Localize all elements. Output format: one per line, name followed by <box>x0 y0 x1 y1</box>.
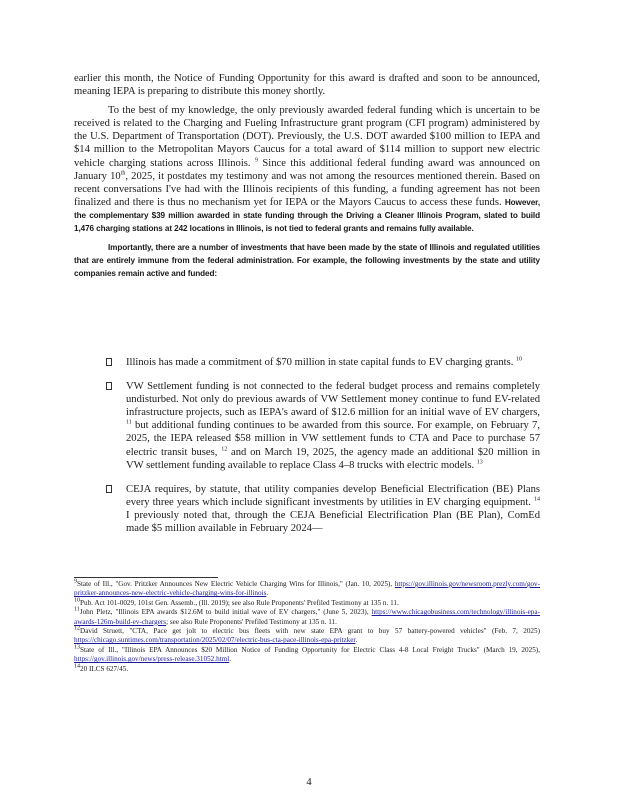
ordinal-suffix: th <box>120 170 126 177</box>
bullet-text-b: I previously noted that, through the CEJA Beneficial Electrification Plan (BE Plan), ComEd made $5 million available in February 2024— <box>126 509 540 535</box>
paragraph-2 <box>74 104 540 235</box>
bullet-icon <box>106 382 112 390</box>
paragraph-1: earlier this month, the Notice of Funding Opportunity for this award is drafted and soon to be announced, meaning IEPA is preparing to distribute this money shortly. <box>74 73 540 98</box>
footnote-link[interactable]: https://chicago.suntimes.com/transportation/2025/02/07/electric-bus-cta-pace-illinois-epa-pritzker <box>74 636 356 645</box>
bullet-text: Illinois has made a commitment of $70 million in state capital funds to EV charging grants. <box>126 357 514 368</box>
bullet-text-c: and on March 19, 2025, the agency made an additional $20 million in VW settlement funding available to replace Class 4–8 trucks with electric models. <box>126 446 540 471</box>
footnote <box>74 580 540 599</box>
footnote-ref: 14 <box>534 496 540 503</box>
bullet-text-b: but additional funding continues to be awarded from this source. For example, on February 7, 2025, the IEPA released $58 million in VW settlement funds to CTA and Pace to purchase 57 electric transit buses, <box>126 420 540 458</box>
paragraph-2-part-d: However, the complementary $39 million awarded in state funding through the Driving a Cleaner Illinois Program, slated to build 1,476 charging stations at 242 locations in Illinois, is not tied to federal grants and remains fully available. <box>74 197 540 234</box>
footnote <box>74 665 540 674</box>
footnote-text: 20 ILCS 627/45. <box>80 664 129 673</box>
footnote-tail: . <box>355 636 358 645</box>
body-text <box>74 72 540 286</box>
footnote-text: John Pletz, "Illinois EPA awards $12.6M to build initial wave of EV chargers," (June 5, 2023), <box>79 608 369 617</box>
footnote-number: 14 <box>74 663 80 670</box>
bullet-list <box>74 356 540 546</box>
footnote-number: 9 <box>74 578 77 585</box>
footnote-link[interactable]: https://gov.illinois.gov/newsroom.prezly.com/gov-pritzker-announces-new-electric-vehicle-charging-wins-for-illinois <box>74 580 541 598</box>
footnote-text: State of Ill., "Illinois EPA Announces $20 Million Notice of Funding Opportunity for Electric Class 4-8 Local Freight Trucks" (March 19, 2025), <box>80 645 540 654</box>
footnote-ref: 11 <box>126 419 132 426</box>
paragraph-2-part-c: , 2025, it postdates my testimony and was not among the resources mentioned therein. Based on recent conversations I've had with the Illinois recipients of this funding, a funding agreement has not been finalized and there is thus no mechanism yet for IEPA or the Mayors Caucus to access these funds. <box>74 170 540 208</box>
footnote-tail: . <box>266 589 269 598</box>
footnote-ref: 13 <box>476 459 483 466</box>
list-item <box>74 380 540 472</box>
paragraph-2-part-b: Since this additional federal funding award was announced on January 10 <box>74 157 540 182</box>
page-number: 4 <box>306 777 312 788</box>
bullet-icon <box>106 358 112 366</box>
bullet-icon <box>106 485 112 493</box>
footnote-link[interactable]: https://www.chicagobusiness.com/technology/illinois-epa-awards-126m-build-ev-chargers <box>74 608 540 626</box>
bullet-text-a: VW Settlement funding is not connected to the federal budget process and remains completely undisturbed. Not only do previous awards of VW Settlement money continue to fund EV-related infrastructure projects, such as IEPA's award of $12.6 million for an initial wave of EV chargers, <box>126 381 540 419</box>
footnote <box>74 599 540 608</box>
footnote-ref: 12 <box>221 446 228 453</box>
footnote-number: 10 <box>74 597 80 604</box>
footnote-text: David Struett, "CTA, Pace get jolt to electric bus fleets with new state EPA grant to buy 57 battery-powered vehicles" (Feb. 7, 2025) <box>80 627 540 636</box>
footnote-tail: . <box>229 655 232 664</box>
footnote <box>74 627 540 646</box>
footnote-separator <box>74 577 218 578</box>
footnotes <box>74 580 540 674</box>
footnote-link[interactable]: https://gov.illinois.gov/news/press-release.31052.html <box>74 655 230 664</box>
footnote-number: 13 <box>74 644 80 651</box>
footnote-text: State of Ill., "Gov. Pritzker Announces New Electric Vehicle Charging Wins for Illinois," (Jan. 10, 2025), <box>77 580 393 588</box>
list-item <box>74 483 540 535</box>
footnote-ref: 10 <box>516 356 523 363</box>
footnote-ref-9: 9 <box>254 157 258 164</box>
list-item <box>74 356 540 369</box>
footnote-number: 11 <box>74 606 80 613</box>
paragraph-3: Importantly, there are a number of investments that have been made by the state of Illinois and regulated utilities that are entirely immune from the federal administration. For example, the following investments by the state and utility companies remain active and funded: <box>74 243 540 279</box>
bullet-text-a: CEJA requires, by statute, that utility companies develop Beneficial Electrification (BE) Plans every three years which include significant investments by utilities in EV charging equipment. <box>126 483 540 508</box>
footnote <box>74 608 540 627</box>
footnote <box>74 646 540 665</box>
paragraph-2-part-a: To the best of my knowledge, the only previously awarded federal funding which is uncertain to be received is related to the Charging and Fueling Infrastructure grant program (CFI program) administered by the U.S. Department of Transportation (DOT). Previously, the U.S. DOT awarded $100 million to IEPA and $14 million to the Metropolitan Mayors Caucus for a total award of $114 million to support new electric vehicle charging stations across Illinois. <box>74 105 540 169</box>
footnote-number: 12 <box>74 625 80 632</box>
footnote-tail: ; see also Rule Proponents' Prefiled Testimony at 135 n. 11. <box>166 617 337 626</box>
footnote-text: Pub. Act 101-0029, 101st Gen. Assemb., (Ill. 2019); see also Rule Proponents' Prefiled Testimony at 135 n. 11. <box>80 598 399 607</box>
